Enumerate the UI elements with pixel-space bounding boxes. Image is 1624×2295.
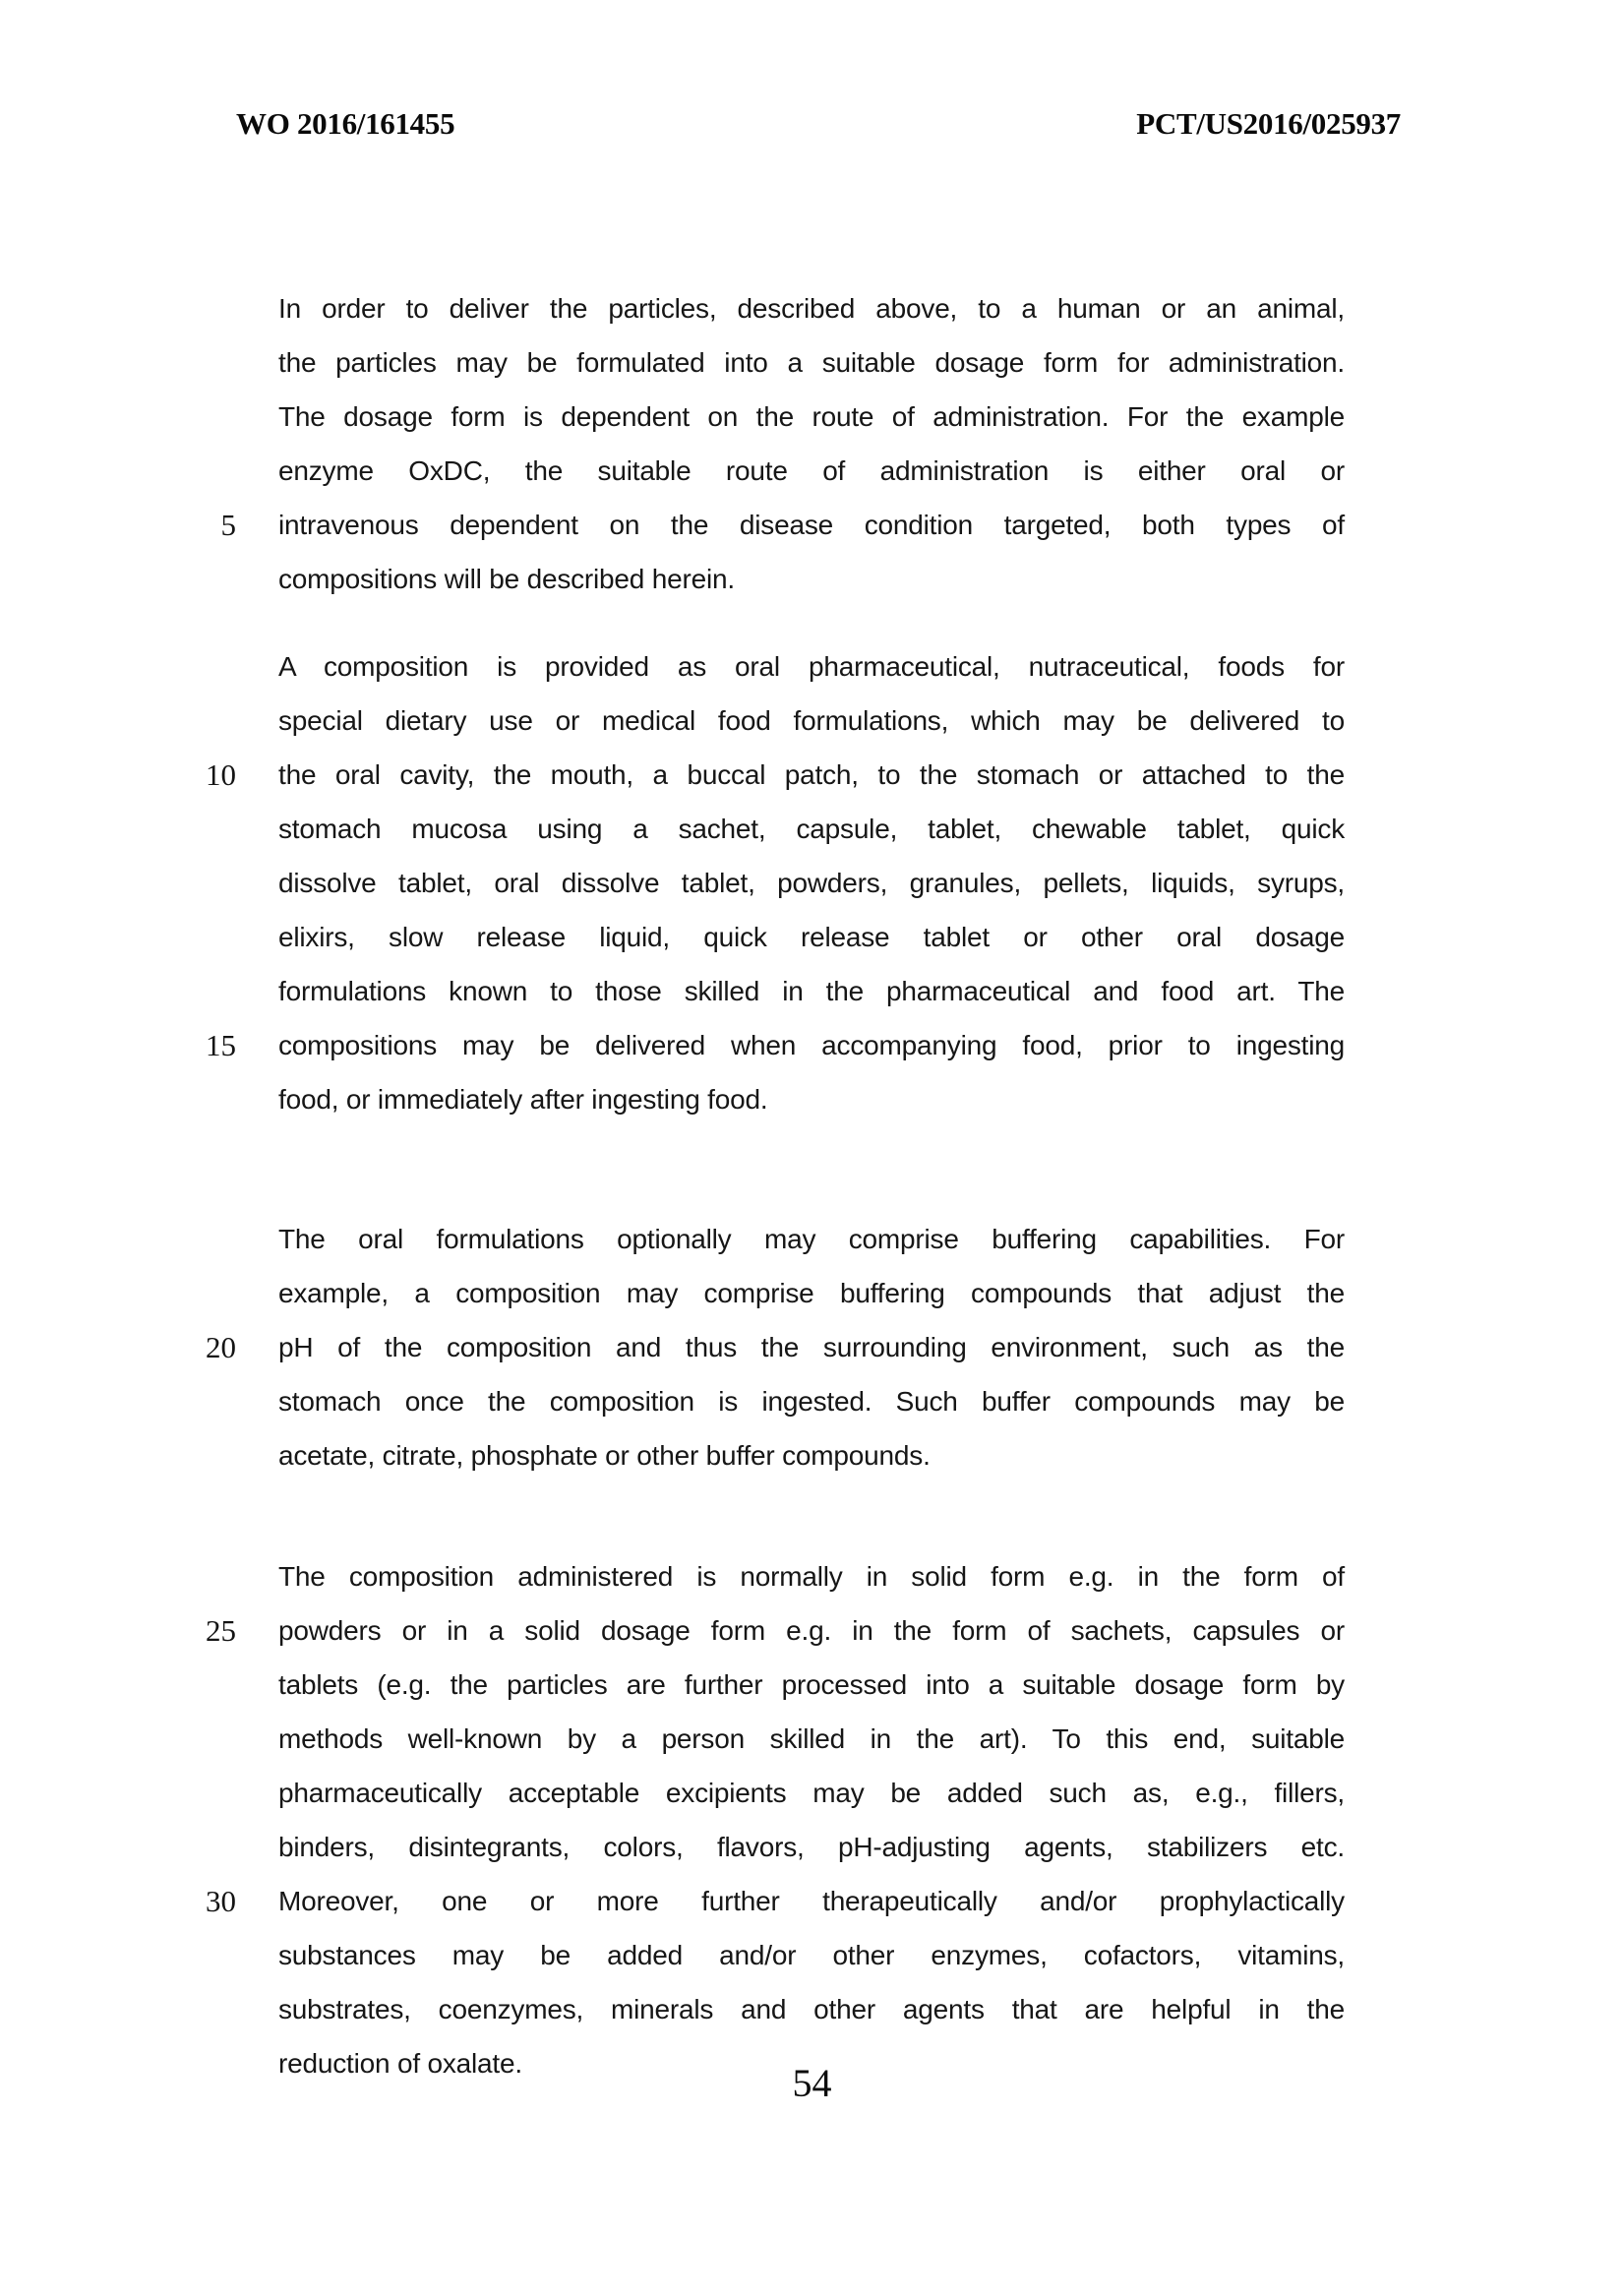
line-number: 30 bbox=[206, 1884, 236, 1918]
text-line: enzyme OxDC, the suitable route of administration is either oral or bbox=[278, 455, 1345, 486]
text-line: The composition administered is normally in solid form e.g. in the form of bbox=[278, 1561, 1345, 1592]
text-line: food, or immediately after ingesting food. bbox=[278, 1084, 768, 1115]
text-line: pH of the composition and thus the surrounding environment, such as the bbox=[278, 1332, 1345, 1362]
text-line: pharmaceutically acceptable excipients may be added such as, e.g., fillers, bbox=[278, 1778, 1345, 1808]
paragraph bbox=[278, 639, 1345, 1126]
text-line: example, a composition may comprise buffering compounds that adjust the bbox=[278, 1278, 1345, 1308]
text-line: The oral formulations optionally may comprise buffering capabilities. For bbox=[278, 1224, 1345, 1254]
text-line: intravenous dependent on the disease condition targeted, both types of bbox=[278, 510, 1345, 540]
text-line: special dietary use or medical food formulations, which may be delivered to bbox=[278, 705, 1345, 736]
application-number: PCT/US2016/025937 bbox=[1136, 106, 1401, 141]
text-line: powders or in a solid dosage form e.g. in the form of sachets, capsules or bbox=[278, 1615, 1345, 1646]
text-line: A composition is provided as oral pharmaceutical, nutraceutical, foods for bbox=[278, 651, 1345, 682]
paragraph bbox=[278, 1549, 1345, 2090]
text-line: acetate, citrate, phosphate or other buffer compounds. bbox=[278, 1440, 931, 1471]
text-line: compositions will be described herein. bbox=[278, 564, 735, 594]
line-number: 25 bbox=[206, 1613, 236, 1648]
publication-number: WO 2016/161455 bbox=[236, 106, 455, 141]
text-line: methods well-known by a person skilled in the art). To this end, suitable bbox=[278, 1723, 1345, 1754]
text-line: Moreover, one or more further therapeutically and/or prophylactically bbox=[278, 1886, 1345, 1916]
text-line: binders, disintegrants, colors, flavors, pH-adjusting agents, stabilizers etc. bbox=[278, 1832, 1345, 1862]
text-line: compositions may be delivered when accompanying food, prior to ingesting bbox=[278, 1030, 1345, 1060]
text-line: the oral cavity, the mouth, a buccal patch, to the stomach or attached to the bbox=[278, 759, 1345, 790]
text-line: stomach once the composition is ingested. Such buffer compounds may be bbox=[278, 1386, 1345, 1417]
text-line: the particles may be formulated into a suitable dosage form for administration. bbox=[278, 347, 1345, 378]
text-line: elixirs, slow release liquid, quick release tablet or other oral dosage bbox=[278, 922, 1345, 952]
paragraph bbox=[278, 1212, 1345, 1482]
line-number: 20 bbox=[206, 1330, 236, 1364]
line-number: 5 bbox=[220, 508, 236, 542]
text-line: formulations known to those skilled in the pharmaceutical and food art. The bbox=[278, 976, 1345, 1006]
line-number: 15 bbox=[206, 1028, 236, 1062]
text-line: substances may be added and/or other enzymes, cofactors, vitamins, bbox=[278, 1940, 1345, 1970]
paragraph bbox=[278, 281, 1345, 606]
text-line: In order to deliver the particles, described above, to a human or an animal, bbox=[278, 293, 1345, 324]
text-line: reduction of oxalate. bbox=[278, 2048, 522, 2079]
page-number: 54 bbox=[792, 2061, 832, 2105]
line-number: 10 bbox=[206, 757, 236, 792]
text-line: substrates, coenzymes, minerals and other agents that are helpful in the bbox=[278, 1994, 1345, 2024]
text-line: stomach mucosa using a sachet, capsule, tablet, chewable tablet, quick bbox=[278, 814, 1345, 844]
text-line: tablets (e.g. the particles are further processed into a suitable dosage form by bbox=[278, 1669, 1345, 1700]
text-line: dissolve tablet, oral dissolve tablet, powders, granules, pellets, liquids, syrups, bbox=[278, 868, 1345, 898]
text-line: The dosage form is dependent on the route of administration. For the example bbox=[278, 401, 1345, 432]
